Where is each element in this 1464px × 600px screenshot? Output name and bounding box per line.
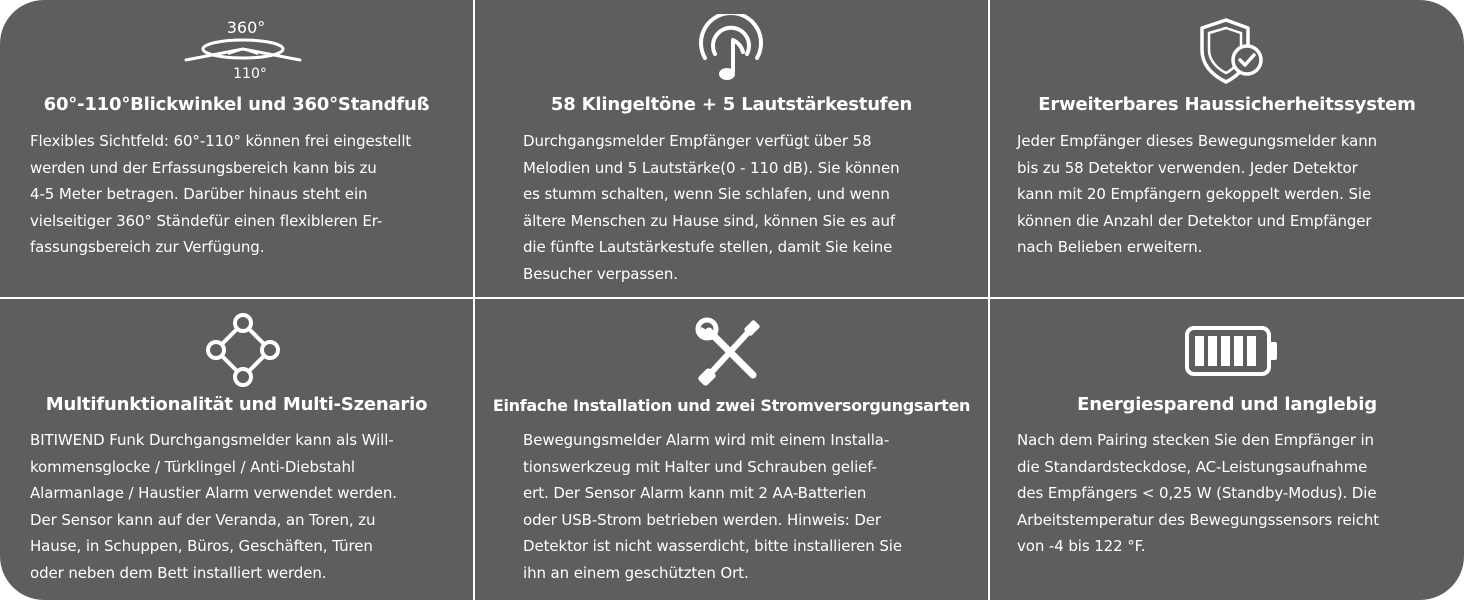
feature-card-viewing-angle <box>0 0 473 297</box>
feature-card-security-system <box>990 0 1464 297</box>
wrench-screwdriver-icon <box>695 317 767 389</box>
feature-title: Einfache Installation und zwei Stromversorgungsarten <box>492 396 971 415</box>
feature-card-energy-saving <box>990 299 1464 600</box>
feature-title: Multifunktionalität und Multi-Szenario <box>45 394 428 415</box>
feature-title: Energiesparend und langlebig <box>1077 394 1377 415</box>
feature-title: Erweiterbares Haussicherheitssystem <box>1038 94 1416 115</box>
security-shield-check-icon <box>1196 16 1266 86</box>
feature-description: Jeder Empfänger dieses Bewegungsmelder kann bis zu 58 Detektor verwenden. Jeder Detektor kann mit 20 Empfängern gekoppelt werden. Sie können die Anzahl der Detektor und Empfänger nach Belieben erweitern. <box>1017 132 1378 256</box>
viewing-angle-icon <box>178 14 308 84</box>
angle-360-label: 360° <box>226 18 266 37</box>
feature-card-ringtones <box>475 0 988 297</box>
multi-scenario-nodes-icon <box>200 309 286 395</box>
feature-card-multi-scenario <box>0 299 473 600</box>
feature-title: 60°-110°Blickwinkel und 360°Standfuß <box>43 94 430 115</box>
feature-description: Durchgangsmelder Empfänger verfügt über 58 Melodien und 5 Lautstärke(0 - 110 dB). Sie können es stumm schalten, wenn Sie schlafen, und wenn ältere Menschen zu Hause sind, können Sie es auf die fünfte Lautstärkestufe stellen, damit Sie keine Besucher verpassen. <box>523 132 900 283</box>
feature-description: Bewegungsmelder Alarm wird mit einem Installa- tionswerkzeug mit Halter und Schrauben gelief- ert. Der Sensor Alarm kann mit 2 AA-Batterien oder USB-Strom betrieben werden. Hinweis: Der Detektor ist nicht wasserdicht, bitte installieren Sie ihn an einem geschützten Ort. <box>523 431 902 582</box>
feature-description: Nach dem Pairing stecken Sie den Empfänger in die Standardsteckdose, AC-Leistungsaufnahme des Empfängers < 0,25 W (Standby-Modus). Die Arbeitstemperatur des Bewegungssensors reicht von -4 bis 122 °F. <box>1017 431 1380 555</box>
feature-title: 58 Klingeltöne + 5 Lautstärkestufen <box>550 94 913 115</box>
battery-full-icon <box>1184 325 1280 377</box>
feature-card-installation <box>475 299 988 600</box>
feature-description: Flexibles Sichtfeld: 60°-110° können frei eingestellt werden und der Erfassungsbereich kann bis zu 4-5 Meter betragen. Darüber hinaus steht ein vielseitiger 360° Ständefür einen flexibleren Er- fassungsbereich zur Verfügung. <box>30 132 412 256</box>
feature-description: BITIWEND Funk Durchgangsmelder kann als Will- kommensglocke / Türklingel / Anti-Diebstahl Alarmanlage / Haustier Alarm verwendet werden. Der Sensor kann auf der Veranda, an Toren, zu Hause, in Schuppen, Büros, Geschäften, Türen oder neben dem Bett installiert werden. <box>30 431 397 582</box>
angle-110-label: 110° <box>233 66 267 82</box>
ringtone-music-icon <box>695 14 767 86</box>
